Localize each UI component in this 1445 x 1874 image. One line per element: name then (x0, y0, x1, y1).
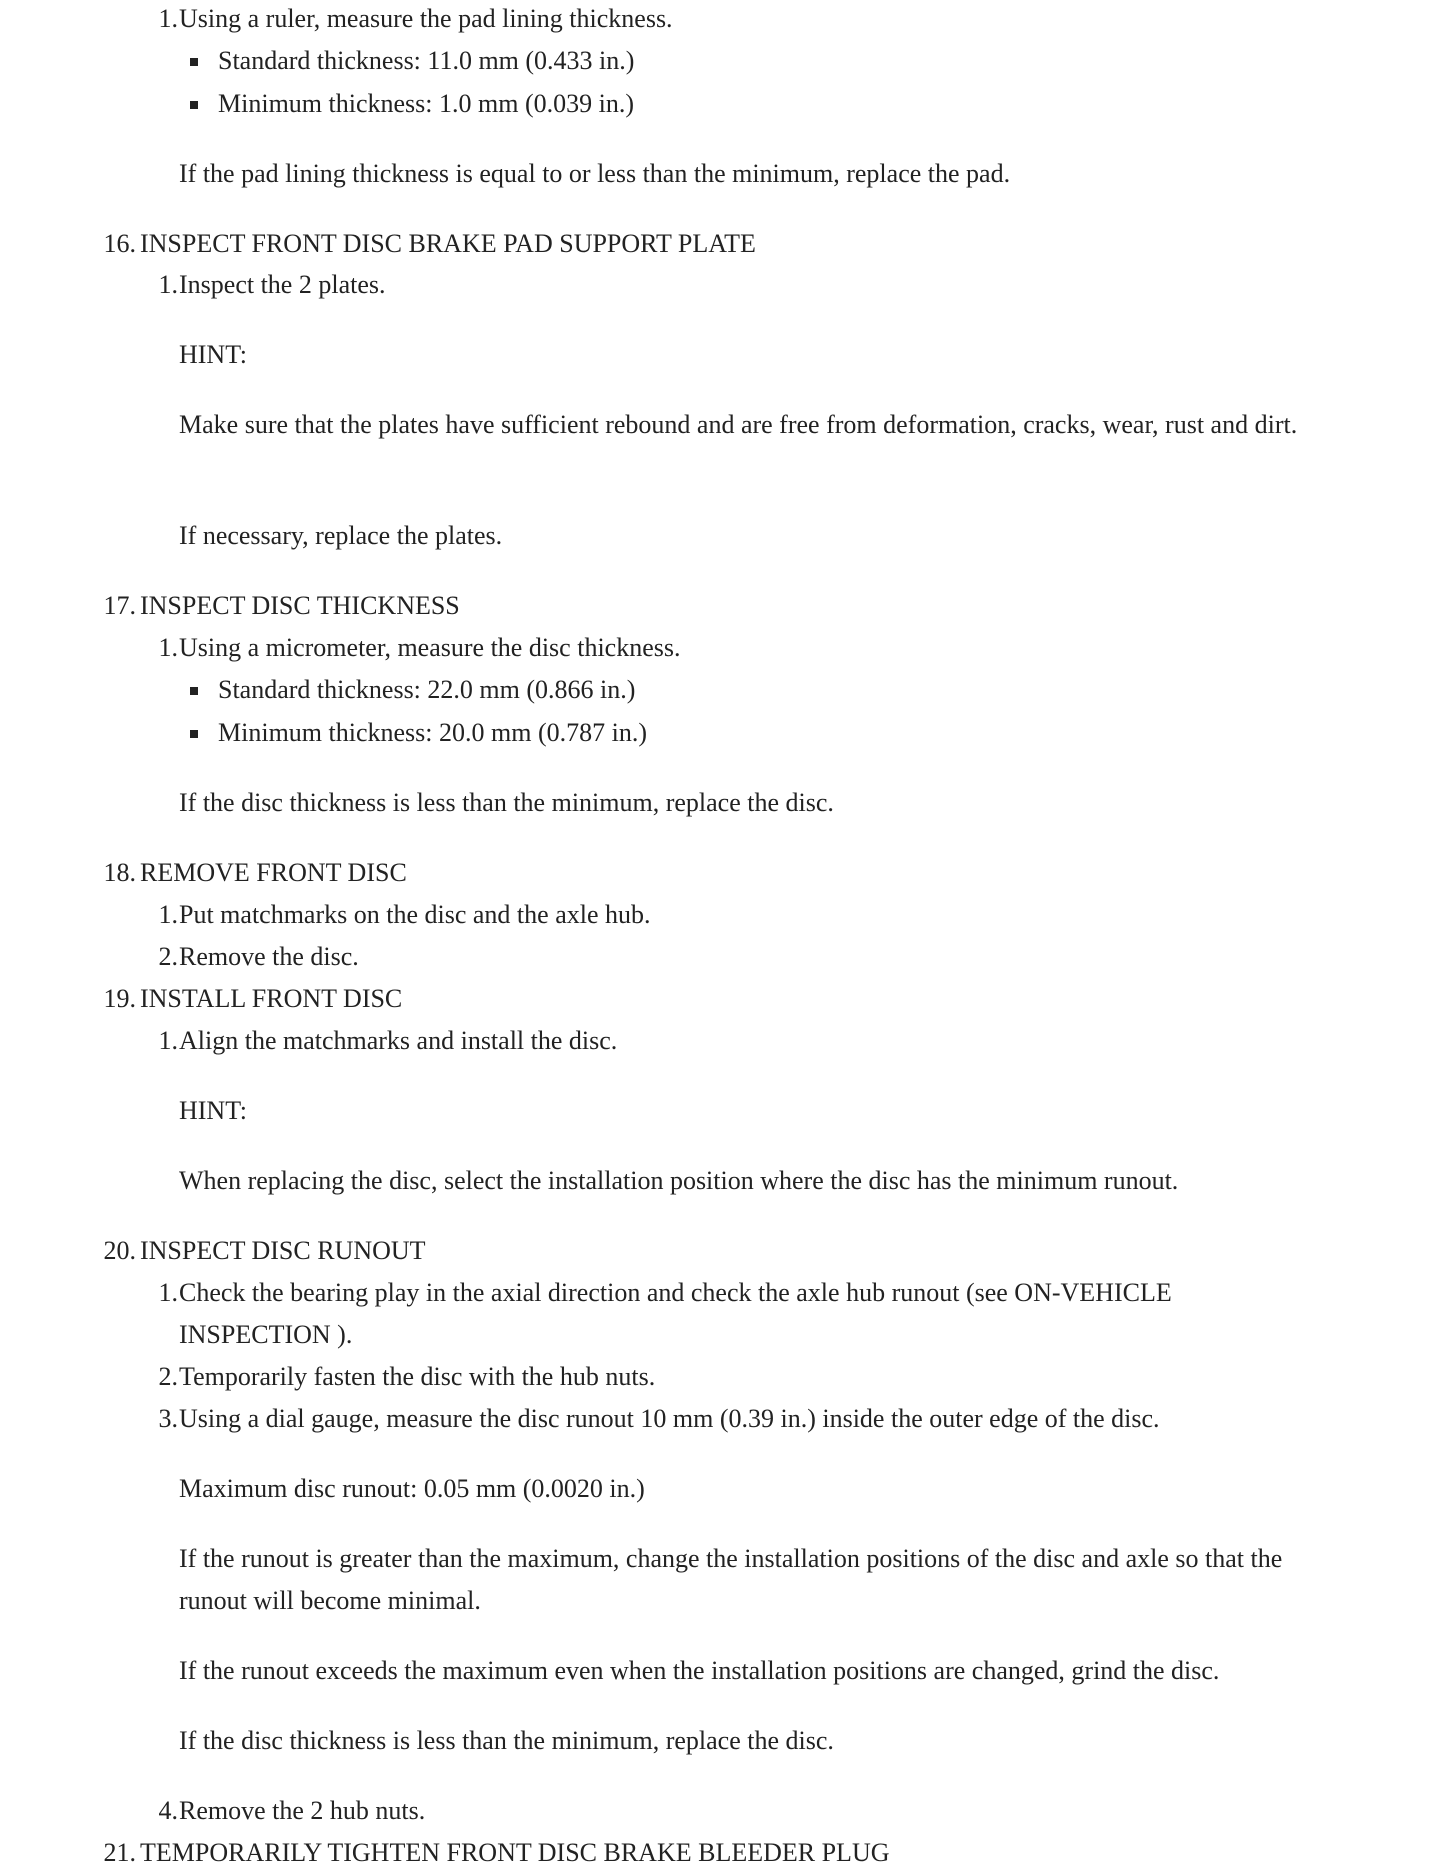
square-bullet-icon (190, 101, 198, 109)
step-sec16-1 (0, 264, 1445, 306)
square-bullet-icon (190, 730, 198, 738)
step-sec20-3 (0, 1398, 1445, 1440)
hint-body: When replacing the disc, select the installation position where the disc has the minimum runout. (179, 1166, 1179, 1195)
step-sec20-1-continued (0, 1314, 1445, 1356)
section-heading-20 (0, 1230, 1445, 1272)
hint-paragraph (0, 1160, 1445, 1202)
hint-body: Make sure that the plates have sufficient rebound and are free from deformation, cracks, wear, rust and dirt. (179, 410, 1298, 439)
bullet-item (0, 40, 1445, 82)
bullet-item (0, 669, 1445, 711)
step-number: 2. (158, 1362, 178, 1391)
bullet-text: Minimum thickness: 1.0 mm (0.039 in.) (218, 89, 634, 118)
step-sec17-1 (0, 627, 1445, 669)
step-text: Remove the disc. (179, 942, 359, 971)
section-heading-21 (0, 1832, 1445, 1874)
spec-paragraph (0, 1468, 1445, 1510)
spec-text: Maximum disc runout: 0.05 mm (0.0020 in.) (179, 1474, 645, 1503)
step-text: Using a dial gauge, measure the disc runout 10 mm (0.39 in.) inside the outer edge of the disc. (179, 1404, 1160, 1433)
bullet-text: Standard thickness: 11.0 mm (0.433 in.) (218, 46, 635, 75)
note-text: If necessary, replace the plates. (179, 521, 503, 550)
bullet-text: Minimum thickness: 20.0 mm (0.787 in.) (218, 718, 647, 747)
bullet-item (0, 712, 1445, 754)
step-text: Remove the 2 hub nuts. (179, 1796, 426, 1825)
hint-label (0, 1090, 1445, 1132)
section-heading-17 (0, 585, 1445, 627)
note-text-continued: runout will become minimal. (179, 1586, 481, 1615)
section-title: INSPECT DISC RUNOUT (140, 1236, 426, 1265)
step-sec20-1 (0, 1272, 1445, 1314)
step-sec15-1 (0, 0, 1445, 40)
step-sec18-2 (0, 936, 1445, 978)
section-title: INSPECT FRONT DISC BRAKE PAD SUPPORT PLATE (140, 229, 756, 258)
note-paragraph (0, 1720, 1445, 1762)
hint-paragraph (0, 404, 1445, 488)
section-title: INSPECT DISC THICKNESS (140, 591, 460, 620)
step-text: Temporarily fasten the disc with the hub nuts. (179, 1362, 656, 1391)
section-number: 20. (103, 1236, 136, 1265)
step-text-continued: INSPECTION ). (179, 1320, 353, 1349)
step-text: Using a ruler, measure the pad lining thickness. (179, 4, 673, 33)
step-text: Using a micrometer, measure the disc thickness. (179, 633, 681, 662)
note-text: If the disc thickness is less than the minimum, replace the disc. (179, 788, 834, 817)
step-text: Check the bearing play in the axial direction and check the axle hub runout (see ON-VEHICLE (179, 1278, 1172, 1307)
square-bullet-icon (190, 687, 198, 695)
note-text: If the pad lining thickness is equal to or less than the minimum, replace the pad. (179, 159, 1011, 188)
section-title: REMOVE FRONT DISC (140, 858, 407, 887)
section-number: 21. (103, 1838, 136, 1867)
section-title: TEMPORARILY TIGHTEN FRONT DISC BRAKE BLEEDER PLUG (140, 1838, 890, 1867)
note-paragraph (0, 1650, 1445, 1692)
note-paragraph (0, 153, 1445, 195)
section-heading-16 (0, 223, 1445, 265)
note-paragraph (0, 1538, 1445, 1580)
step-number: 1. (158, 1026, 178, 1055)
section-heading-18 (0, 852, 1445, 894)
note-text: If the runout is greater than the maximum, change the installation positions of the disc and axle so that the (179, 1544, 1283, 1573)
section-number: 19. (103, 984, 136, 1013)
step-number: 3. (158, 1404, 178, 1433)
section-number: 18. (103, 858, 136, 887)
note-paragraph-continued (0, 1580, 1445, 1622)
note-text: If the disc thickness is less than the minimum, replace the disc. (179, 1726, 834, 1755)
step-sec20-4 (0, 1790, 1445, 1832)
section-number: 17. (103, 591, 136, 620)
section-title: INSTALL FRONT DISC (140, 984, 403, 1013)
bullet-item (0, 83, 1445, 125)
square-bullet-icon (190, 58, 198, 66)
step-text: Align the matchmarks and install the disc. (179, 1026, 618, 1055)
step-number: 1. (158, 900, 178, 929)
section-number: 16. (103, 229, 136, 258)
note-paragraph (0, 515, 1445, 557)
hint-label (0, 334, 1445, 376)
note-paragraph (0, 782, 1445, 824)
step-sec19-1 (0, 1020, 1445, 1062)
note-text: If the runout exceeds the maximum even when the installation positions are changed, grind the disc. (179, 1656, 1220, 1685)
step-sec18-1 (0, 894, 1445, 936)
step-number: 1. (158, 1278, 178, 1307)
step-number: 4. (158, 1796, 178, 1825)
step-number: 1. (158, 633, 178, 662)
hint-text: HINT: (179, 1096, 248, 1125)
step-number: 1. (158, 270, 178, 299)
hint-text: HINT: (179, 340, 248, 369)
section-heading-19 (0, 978, 1445, 1020)
step-text: Inspect the 2 plates. (179, 270, 386, 299)
step-number: 1. (158, 4, 178, 33)
bullet-text: Standard thickness: 22.0 mm (0.866 in.) (218, 675, 636, 704)
step-number: 2. (158, 942, 178, 971)
step-text: Put matchmarks on the disc and the axle hub. (179, 900, 651, 929)
step-sec20-2 (0, 1356, 1445, 1398)
